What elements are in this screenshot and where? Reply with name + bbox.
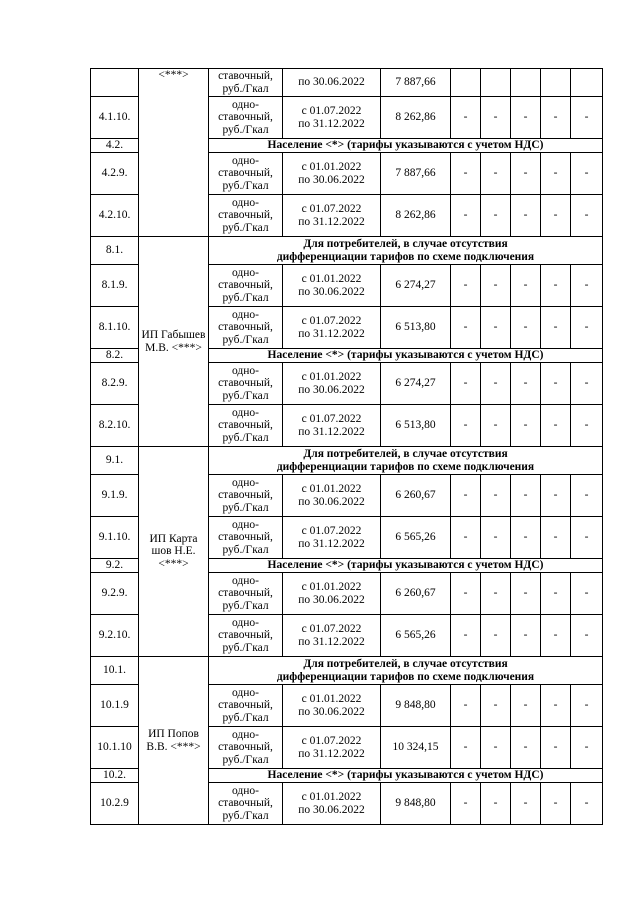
dash-cell: - bbox=[511, 405, 541, 447]
validity-period bbox=[283, 97, 381, 139]
dash-cell: - bbox=[571, 307, 603, 349]
cell-line: дифференциации тарифов по схеме подключения bbox=[276, 460, 535, 473]
tariff-value: 6 565,26 bbox=[381, 615, 451, 657]
category-label bbox=[209, 657, 603, 685]
dash-cell: - bbox=[541, 615, 571, 657]
cell-line: с 01.07.2022 bbox=[301, 413, 362, 425]
cell-line: руб./Гкал bbox=[222, 431, 269, 444]
dash-cell: - bbox=[481, 363, 511, 405]
cell-line: Для потребителей, в случае отсутствия bbox=[303, 238, 508, 250]
cell-line: по 31.12.2022 bbox=[298, 327, 365, 340]
cell-line: Население <*> (тарифы указываются с учетом НДС) bbox=[267, 349, 544, 362]
cell-line: по 31.12.2022 bbox=[298, 425, 365, 438]
tariff-value: 10 324,15 bbox=[381, 727, 451, 769]
validity-period bbox=[283, 573, 381, 615]
dash-cell: - bbox=[511, 727, 541, 769]
row-number: 10.1.10 bbox=[91, 727, 139, 769]
cell-line: с 01.07.2022 bbox=[301, 525, 362, 537]
cell-line: с 01.01.2022 bbox=[301, 693, 362, 705]
cell-line: Население <*> (тарифы указываются с учетом НДС) bbox=[267, 769, 544, 782]
row-number: 8.1. bbox=[91, 237, 139, 265]
dash-cell: - bbox=[511, 265, 541, 307]
row-number: 9.2.10. bbox=[91, 615, 139, 657]
cell-line: руб./Гкал bbox=[222, 389, 269, 402]
tariff-value: 7 887,66 bbox=[381, 153, 451, 195]
tariff-value: 8 262,86 bbox=[381, 97, 451, 139]
cell-line: по 30.06.2022 bbox=[298, 173, 365, 186]
dash-cell: - bbox=[541, 195, 571, 237]
dash-cell: - bbox=[511, 783, 541, 825]
validity-period bbox=[283, 363, 381, 405]
cell-line: по 30.06.2022 bbox=[298, 803, 365, 816]
cell-line: ставочный, bbox=[218, 377, 273, 390]
cell-line: одно- bbox=[231, 154, 259, 167]
dash-cell: - bbox=[571, 475, 603, 517]
cell-line: по 31.12.2022 bbox=[298, 537, 365, 550]
cell-line: по 30.06.2022 bbox=[298, 383, 365, 396]
dash-cell: - bbox=[541, 97, 571, 139]
dash-cell: - bbox=[511, 363, 541, 405]
organization-name: ИП Попов В.В. <***> bbox=[139, 657, 209, 825]
dash-cell: - bbox=[451, 307, 481, 349]
tariff-type bbox=[209, 97, 283, 139]
tariff-type bbox=[209, 685, 283, 727]
dash-cell: - bbox=[571, 97, 603, 139]
dash-cell: - bbox=[571, 783, 603, 825]
cell-line: с 01.07.2022 bbox=[301, 203, 362, 215]
cell-line: по 30.06.2022 bbox=[298, 705, 365, 718]
cell-line: с 01.01.2022 bbox=[301, 273, 362, 285]
tariff-type bbox=[209, 517, 283, 559]
dash-cell: - bbox=[541, 307, 571, 349]
dash-cell: - bbox=[481, 153, 511, 195]
cell-line: ставочный, bbox=[218, 279, 273, 292]
cell-line: руб./Гкал bbox=[222, 711, 269, 724]
cell-line: с 01.01.2022 bbox=[301, 791, 362, 803]
dash-cell: - bbox=[511, 153, 541, 195]
row-number: 8.1.10. bbox=[91, 307, 139, 349]
cell-line: одно- bbox=[231, 518, 259, 531]
dash-cell: - bbox=[541, 265, 571, 307]
dash-cell: - bbox=[481, 307, 511, 349]
row-number: 8.2. bbox=[91, 349, 139, 363]
dash-cell: - bbox=[451, 153, 481, 195]
validity-period bbox=[283, 153, 381, 195]
dash-cell: - bbox=[451, 727, 481, 769]
cell-line: ставочный, bbox=[218, 699, 273, 712]
dash-cell: - bbox=[511, 573, 541, 615]
cell-line: с 01.07.2022 bbox=[301, 735, 362, 747]
dash-cell: - bbox=[481, 517, 511, 559]
dash-cell: - bbox=[571, 685, 603, 727]
cell-line: по 31.12.2022 bbox=[298, 635, 365, 648]
dash-cell: - bbox=[481, 783, 511, 825]
cell-line: одно- bbox=[231, 406, 259, 419]
dash-cell bbox=[541, 69, 571, 97]
cell-line: руб./Гкал bbox=[222, 753, 269, 766]
row-number: 4.2.10. bbox=[91, 195, 139, 237]
cell-line: руб./Гкал bbox=[222, 809, 269, 822]
tariff-table-body bbox=[91, 69, 603, 825]
cell-line: ставочный, bbox=[218, 587, 273, 600]
organization-name: ИП Габышев М.В. <***> bbox=[139, 237, 209, 447]
cell-line: с 01.01.2022 bbox=[301, 483, 362, 495]
category-row bbox=[91, 447, 603, 475]
row-number: 8.2.10. bbox=[91, 405, 139, 447]
dash-cell: - bbox=[541, 727, 571, 769]
row-number: 10.2. bbox=[91, 769, 139, 783]
dash-cell: - bbox=[541, 573, 571, 615]
cell-line: Население <*> (тарифы указываются с учетом НДС) bbox=[267, 559, 544, 572]
dash-cell: - bbox=[451, 363, 481, 405]
dash-cell: - bbox=[571, 727, 603, 769]
category-label bbox=[209, 139, 603, 153]
cell-line: одно- bbox=[231, 476, 259, 489]
row-number: 4.1.10. bbox=[91, 97, 139, 139]
cell-line: ставочный, bbox=[218, 167, 273, 180]
cell-line: руб./Гкал bbox=[222, 221, 269, 234]
validity-period bbox=[283, 615, 381, 657]
cell-line: руб./Гкал bbox=[222, 599, 269, 612]
dash-cell: - bbox=[511, 307, 541, 349]
dash-cell: - bbox=[451, 475, 481, 517]
dash-cell: - bbox=[481, 727, 511, 769]
validity-period bbox=[283, 307, 381, 349]
dash-cell: - bbox=[571, 517, 603, 559]
row-number: 9.1. bbox=[91, 447, 139, 475]
dash-cell: - bbox=[481, 475, 511, 517]
cell-line: одно- bbox=[231, 784, 259, 797]
validity-period bbox=[283, 69, 381, 97]
dash-cell: - bbox=[571, 615, 603, 657]
tariff-type bbox=[209, 363, 283, 405]
tariff-type bbox=[209, 727, 283, 769]
category-label bbox=[209, 559, 603, 573]
dash-cell: - bbox=[451, 405, 481, 447]
cell-line: ставочный, bbox=[218, 209, 273, 222]
dash-cell: - bbox=[541, 405, 571, 447]
cell-line: руб./Гкал bbox=[222, 543, 269, 556]
dash-cell: - bbox=[481, 615, 511, 657]
dash-cell: - bbox=[511, 97, 541, 139]
dash-cell: - bbox=[451, 615, 481, 657]
cell-line: руб./Гкал bbox=[222, 123, 269, 136]
tariff-value: 6 513,80 bbox=[381, 307, 451, 349]
validity-period bbox=[283, 195, 381, 237]
row-number bbox=[91, 69, 139, 97]
dash-cell bbox=[451, 69, 481, 97]
cell-line: Для потребителей, в случае отсутствия bbox=[303, 658, 508, 670]
cell-line: с 01.01.2022 bbox=[301, 371, 362, 383]
organization-name: <***> bbox=[139, 69, 209, 237]
cell-line: одно- bbox=[231, 196, 259, 209]
dash-cell: - bbox=[571, 405, 603, 447]
cell-line: одно- bbox=[231, 364, 259, 377]
dash-cell: - bbox=[451, 685, 481, 727]
cell-line: руб./Гкал bbox=[222, 333, 269, 346]
cell-line: Для потребителей, в случае отсутствия bbox=[303, 448, 508, 460]
dash-cell: - bbox=[451, 195, 481, 237]
dash-cell: - bbox=[451, 517, 481, 559]
dash-cell: - bbox=[541, 153, 571, 195]
dash-cell: - bbox=[511, 615, 541, 657]
cell-line: руб./Гкал bbox=[222, 82, 269, 95]
validity-period bbox=[283, 265, 381, 307]
tariff-type bbox=[209, 307, 283, 349]
cell-line: руб./Гкал bbox=[222, 291, 269, 304]
tariff-type bbox=[209, 265, 283, 307]
tariff-type bbox=[209, 615, 283, 657]
cell-line: руб./Гкал bbox=[222, 179, 269, 192]
dash-cell: - bbox=[481, 97, 511, 139]
row-number: 10.1. bbox=[91, 657, 139, 685]
dash-cell bbox=[511, 69, 541, 97]
category-label bbox=[209, 349, 603, 363]
cell-line: по 31.12.2022 bbox=[298, 117, 365, 130]
cell-line: по 30.06.2022 bbox=[298, 495, 365, 508]
cell-line: одно- bbox=[231, 728, 259, 741]
tariff-type bbox=[209, 573, 283, 615]
row-number: 9.2. bbox=[91, 559, 139, 573]
row-number: 10.2.9 bbox=[91, 783, 139, 825]
organization-name: ИП Карта шов Н.Е. <***> bbox=[139, 447, 209, 657]
dash-cell: - bbox=[541, 475, 571, 517]
tariff-type bbox=[209, 405, 283, 447]
dash-cell: - bbox=[541, 783, 571, 825]
dash-cell bbox=[481, 69, 511, 97]
validity-period bbox=[283, 517, 381, 559]
cell-line: ставочный, bbox=[218, 629, 273, 642]
tariff-value: 6 260,67 bbox=[381, 475, 451, 517]
dash-cell: - bbox=[451, 783, 481, 825]
cell-line: по 30.06.2022 bbox=[298, 593, 365, 606]
dash-cell bbox=[571, 69, 603, 97]
cell-line: одно- bbox=[231, 308, 259, 321]
row-number: 4.2.9. bbox=[91, 153, 139, 195]
dash-cell: - bbox=[511, 195, 541, 237]
tariff-type bbox=[209, 783, 283, 825]
cell-line: по 30.06.2022 bbox=[298, 285, 365, 298]
row-number: 8.1.9. bbox=[91, 265, 139, 307]
cell-line: ставочный, bbox=[218, 419, 273, 432]
dash-cell: - bbox=[541, 517, 571, 559]
tariff-value: 8 262,86 bbox=[381, 195, 451, 237]
dash-cell: - bbox=[571, 195, 603, 237]
dash-cell: - bbox=[451, 573, 481, 615]
cell-line: ставочный, bbox=[218, 531, 273, 544]
row-number: 9.1.10. bbox=[91, 517, 139, 559]
tariff-value: 6 565,26 bbox=[381, 517, 451, 559]
row-number: 9.2.9. bbox=[91, 573, 139, 615]
tariff-type bbox=[209, 153, 283, 195]
dash-cell: - bbox=[481, 195, 511, 237]
tariff-table bbox=[90, 68, 603, 825]
dash-cell: - bbox=[481, 685, 511, 727]
category-row bbox=[91, 237, 603, 265]
validity-period bbox=[283, 685, 381, 727]
tariff-value: 9 848,80 bbox=[381, 783, 451, 825]
cell-line: по 31.12.2022 bbox=[298, 215, 365, 228]
cell-line: с 01.07.2022 bbox=[301, 105, 362, 117]
tariff-value: 6 260,67 bbox=[381, 573, 451, 615]
tariff-type bbox=[209, 195, 283, 237]
category-label bbox=[209, 447, 603, 475]
dash-cell: - bbox=[511, 475, 541, 517]
cell-line: ставочный, bbox=[218, 111, 273, 124]
cell-line: дифференциации тарифов по схеме подключения bbox=[276, 670, 535, 683]
tariff-value: 6 274,27 bbox=[381, 265, 451, 307]
cell-line: с 01.01.2022 bbox=[301, 161, 362, 173]
cell-line: руб./Гкал bbox=[222, 501, 269, 514]
validity-period bbox=[283, 475, 381, 517]
cell-line: с 01.07.2022 bbox=[301, 315, 362, 327]
category-row bbox=[91, 657, 603, 685]
cell-line: по 31.12.2022 bbox=[298, 747, 365, 760]
dash-cell: - bbox=[451, 265, 481, 307]
dash-cell: - bbox=[571, 153, 603, 195]
cell-line: с 01.07.2022 bbox=[301, 623, 362, 635]
dash-cell: - bbox=[481, 265, 511, 307]
dash-cell: - bbox=[511, 517, 541, 559]
row-number: 4.2. bbox=[91, 139, 139, 153]
cell-line: одно- bbox=[231, 574, 259, 587]
row-number: 8.2.9. bbox=[91, 363, 139, 405]
dash-cell: - bbox=[541, 363, 571, 405]
cell-line: ставочный, bbox=[218, 489, 273, 502]
dash-cell: - bbox=[451, 97, 481, 139]
category-label bbox=[209, 769, 603, 783]
tariff-type bbox=[209, 69, 283, 97]
dash-cell: - bbox=[511, 685, 541, 727]
cell-line: с 01.01.2022 bbox=[301, 581, 362, 593]
cell-line: руб./Гкал bbox=[222, 641, 269, 654]
category-label bbox=[209, 237, 603, 265]
tariff-type bbox=[209, 475, 283, 517]
cell-line: ставочный, bbox=[218, 70, 273, 82]
validity-period bbox=[283, 727, 381, 769]
validity-period bbox=[283, 783, 381, 825]
cell-line: одно- bbox=[231, 616, 259, 629]
dash-cell: - bbox=[481, 405, 511, 447]
cell-line: ставочный, bbox=[218, 741, 273, 754]
dash-cell: - bbox=[571, 363, 603, 405]
cell-line: одно- bbox=[231, 686, 259, 699]
cell-line: ставочный, bbox=[218, 797, 273, 810]
validity-period bbox=[283, 405, 381, 447]
cell-line: дифференциации тарифов по схеме подключения bbox=[276, 250, 535, 263]
cell-line: Население <*> (тарифы указываются с учетом НДС) bbox=[267, 139, 544, 152]
cell-line: ставочный, bbox=[218, 321, 273, 334]
dash-cell: - bbox=[571, 265, 603, 307]
row-number: 9.1.9. bbox=[91, 475, 139, 517]
row-number: 10.1.9 bbox=[91, 685, 139, 727]
dash-cell: - bbox=[541, 685, 571, 727]
tariff-value: 7 887,66 bbox=[381, 69, 451, 97]
tariff-value: 9 848,80 bbox=[381, 685, 451, 727]
tariff-value: 6 513,80 bbox=[381, 405, 451, 447]
tariff-value: 6 274,27 bbox=[381, 363, 451, 405]
cell-line: одно- bbox=[231, 266, 259, 279]
table-row bbox=[91, 69, 603, 97]
cell-line: одно- bbox=[231, 98, 259, 111]
cell-line: по 30.06.2022 bbox=[298, 76, 365, 89]
dash-cell: - bbox=[571, 573, 603, 615]
dash-cell: - bbox=[481, 573, 511, 615]
